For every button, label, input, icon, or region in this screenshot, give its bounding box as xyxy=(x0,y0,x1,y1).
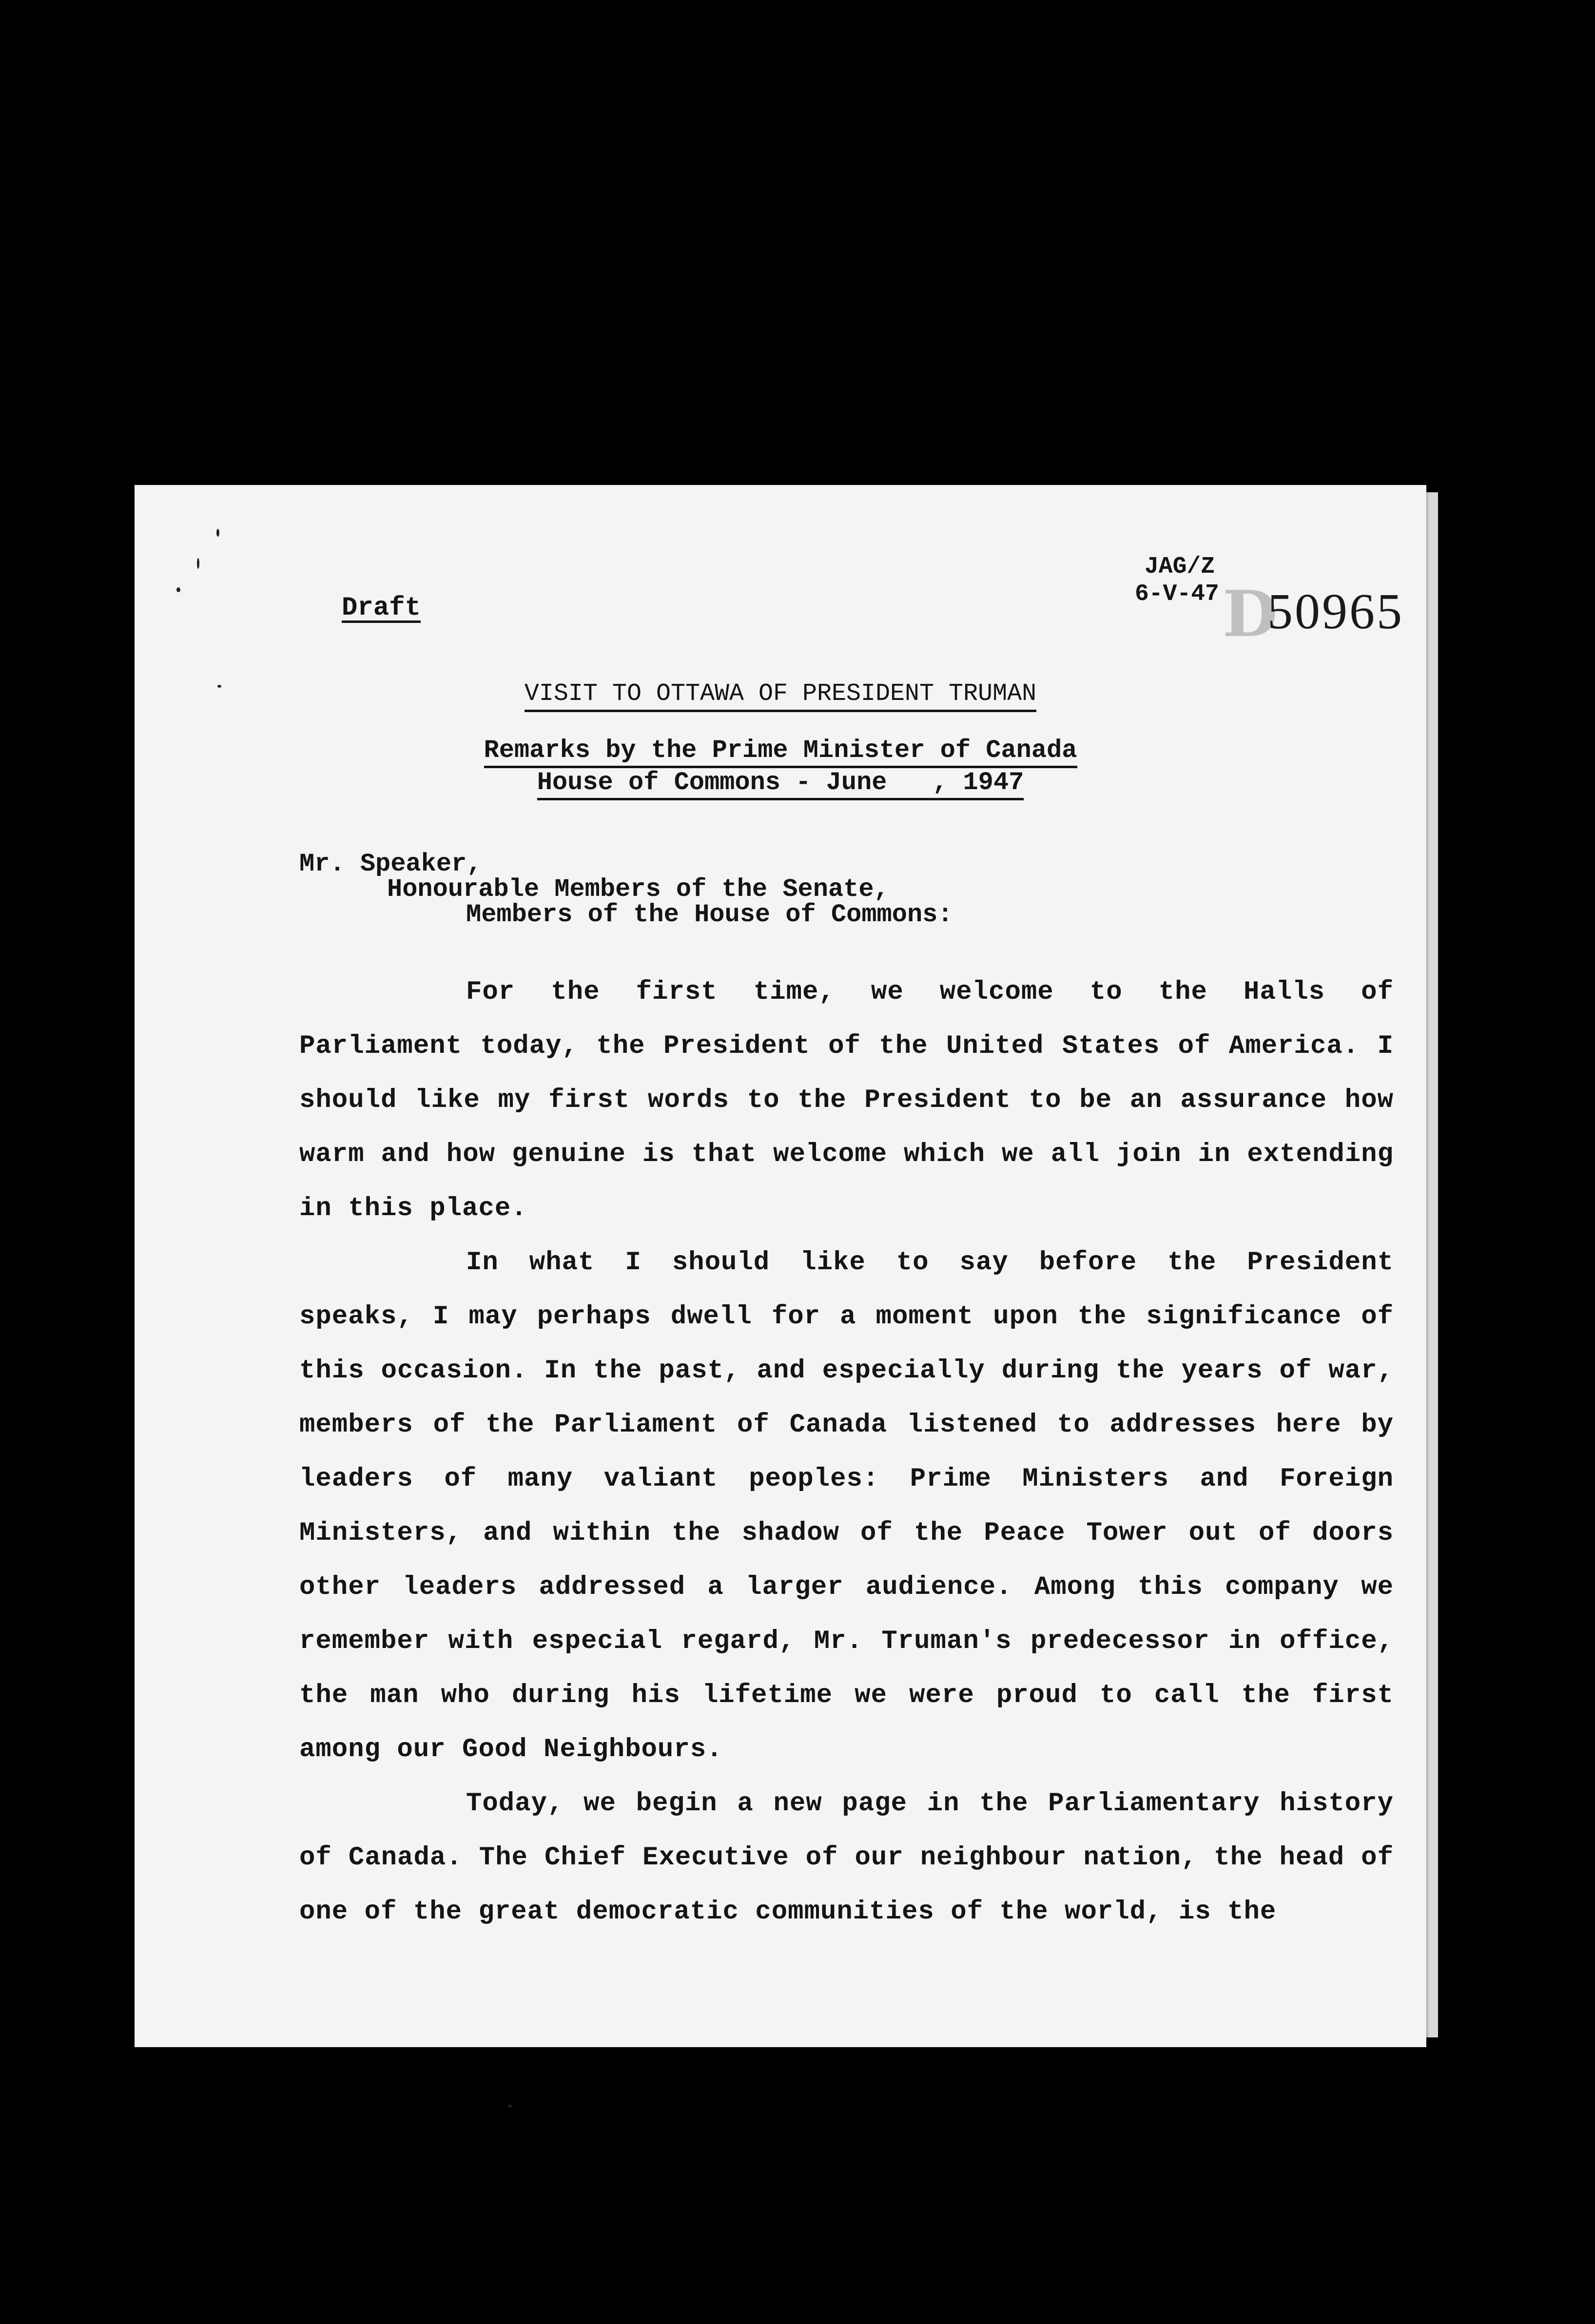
salutation-line-3: Members of the House of Commons: xyxy=(466,900,953,929)
paragraph-2: In what I should like to say before the President speaks, I may perhaps dwell for a moment upon the significance of this occasion. In the past, and especially during the years of war, members of the Parliament of Canada listened to addresses here by leaders of many valiant peoples: Prime Ministers and Foreign Ministers, and within the shadow of the Peace Tower out of doors other leaders addressed a larger audience. Among this company we remember with especial regard, Mr. Truman's predecessor in office, the man who during his lifetime we were proud to call the first among our Good Neighbours. xyxy=(299,1248,1394,1764)
scan-speck xyxy=(508,2105,512,2108)
reference-line-1: JAG/Z xyxy=(1145,554,1215,580)
reference-line-2: 6-V-47 xyxy=(1135,581,1219,607)
subtitle-line-2: House of Commons - June , 1947 xyxy=(537,768,1024,800)
reference-code xyxy=(1135,553,1219,608)
salutation-line-1: Mr. Speaker, xyxy=(299,850,482,878)
salutation-line-2: Honourable Members of the Senate, xyxy=(387,875,889,904)
margin-speck xyxy=(216,529,219,537)
document-subtitle xyxy=(135,735,1426,799)
document-number-stamp: 50965 xyxy=(1267,583,1404,639)
subtitle-line-1: Remarks by the Prime Minister of Canada xyxy=(484,736,1077,768)
title-text: VISIT TO OTTAWA OF PRESIDENT TRUMAN xyxy=(525,680,1036,712)
margin-speck xyxy=(197,558,199,569)
stamp-letter: D xyxy=(1223,577,1278,651)
document-title xyxy=(135,680,1426,708)
document-page xyxy=(135,485,1426,2047)
paragraph-1: For the first time, we welcome to the Halls of Parliament today, the President of the United States of America. I should like my first words to the President to be an assurance how warm and how genuine is that welcome which we all join in extending in this place. xyxy=(299,977,1394,1223)
draft-label: Draft xyxy=(342,593,421,623)
paragraph-3: Today, we begin a new page in the Parliamentary history of Canada. The Chief Executive of our neighbour nation, the head of one of the great democratic communities of the world, is the xyxy=(299,1789,1394,1927)
margin-speck xyxy=(176,587,180,592)
